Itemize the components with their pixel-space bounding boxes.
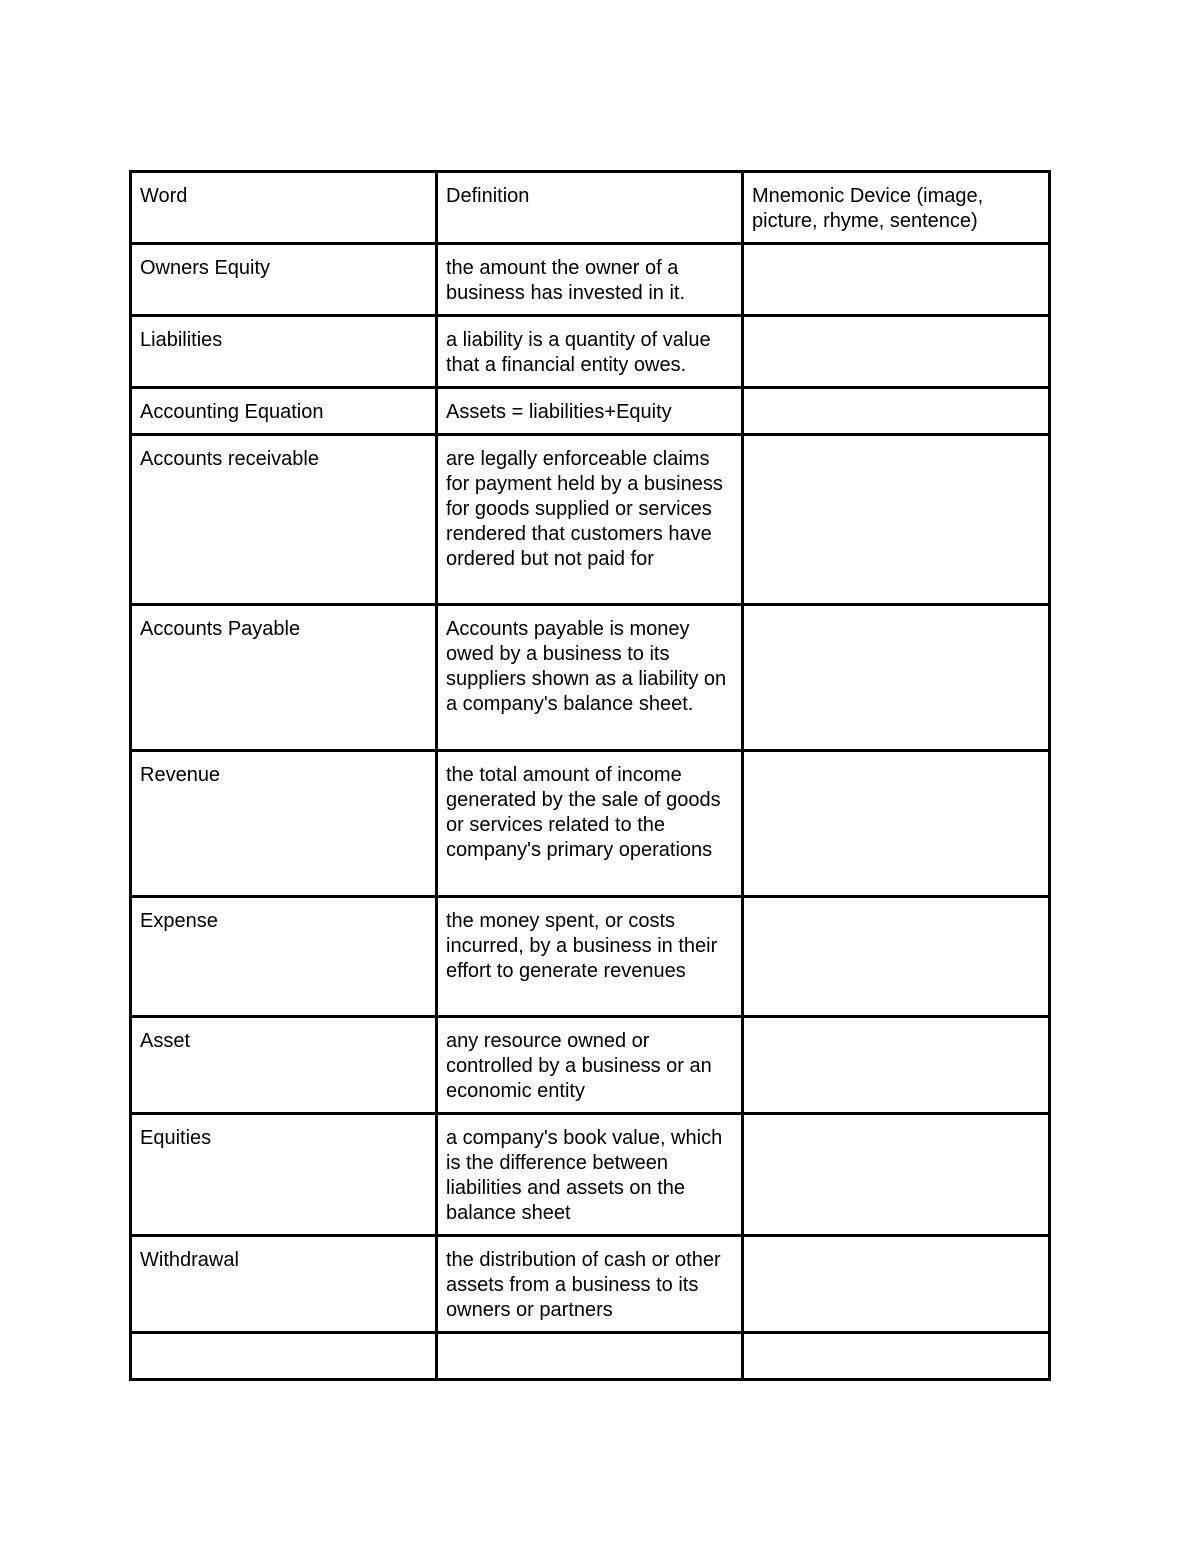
header-word: Word	[131, 172, 437, 244]
definition-cell: the total amount of income generated by the sale of goods or services related to the company's primary operations	[437, 751, 743, 897]
mnemonic-cell	[743, 1236, 1050, 1333]
table-row	[131, 388, 1050, 435]
table-row	[131, 897, 1050, 1017]
definition-cell: Accounts payable is money owed by a business to its suppliers shown as a liability on a company's balance sheet.	[437, 605, 743, 751]
mnemonic-cell	[743, 605, 1050, 751]
mnemonic-cell	[743, 1114, 1050, 1236]
table-row	[131, 244, 1050, 316]
mnemonic-cell	[743, 435, 1050, 605]
definition-cell: the money spent, or costs incurred, by a business in their effort to generate revenues	[437, 897, 743, 1017]
definition-cell: any resource owned or controlled by a business or an economic entity	[437, 1017, 743, 1114]
definition-cell: a company's book value, which is the difference between liabilities and assets on the balance sheet	[437, 1114, 743, 1236]
mnemonic-cell	[743, 1017, 1050, 1114]
definition-cell: are legally enforceable claims for payment held by a business for goods supplied or services rendered that customers have ordered but not paid for	[437, 435, 743, 605]
table-row	[131, 1333, 1050, 1380]
table-row	[131, 1236, 1050, 1333]
table-row	[131, 435, 1050, 605]
word-cell: Owners Equity	[131, 244, 437, 316]
table-header-row	[131, 172, 1050, 244]
mnemonic-cell	[743, 316, 1050, 388]
table-row	[131, 1114, 1050, 1236]
mnemonic-cell	[743, 751, 1050, 897]
word-cell: Asset	[131, 1017, 437, 1114]
mnemonic-cell	[743, 388, 1050, 435]
definition-cell: the amount the owner of a business has invested in it.	[437, 244, 743, 316]
word-cell: Revenue	[131, 751, 437, 897]
word-cell: Accounts receivable	[131, 435, 437, 605]
mnemonic-cell	[743, 244, 1050, 316]
word-cell: Liabilities	[131, 316, 437, 388]
table-row	[131, 316, 1050, 388]
mnemonic-cell	[743, 897, 1050, 1017]
mnemonic-cell	[743, 1333, 1050, 1380]
definition-cell: Assets = liabilities+Equity	[437, 388, 743, 435]
table-row	[131, 751, 1050, 897]
table-row	[131, 605, 1050, 751]
word-cell: Withdrawal	[131, 1236, 437, 1333]
table-row	[131, 1017, 1050, 1114]
vocabulary-table	[129, 170, 1051, 1381]
definition-cell: a liability is a quantity of value that a financial entity owes.	[437, 316, 743, 388]
word-cell: Accounts Payable	[131, 605, 437, 751]
definition-cell	[437, 1333, 743, 1380]
header-mnemonic: Mnemonic Device (image, picture, rhyme, sentence)	[743, 172, 1050, 244]
word-cell: Equities	[131, 1114, 437, 1236]
definition-cell: the distribution of cash or other assets from a business to its owners or partners	[437, 1236, 743, 1333]
word-cell: Accounting Equation	[131, 388, 437, 435]
header-definition: Definition	[437, 172, 743, 244]
word-cell: Expense	[131, 897, 437, 1017]
word-cell	[131, 1333, 437, 1380]
